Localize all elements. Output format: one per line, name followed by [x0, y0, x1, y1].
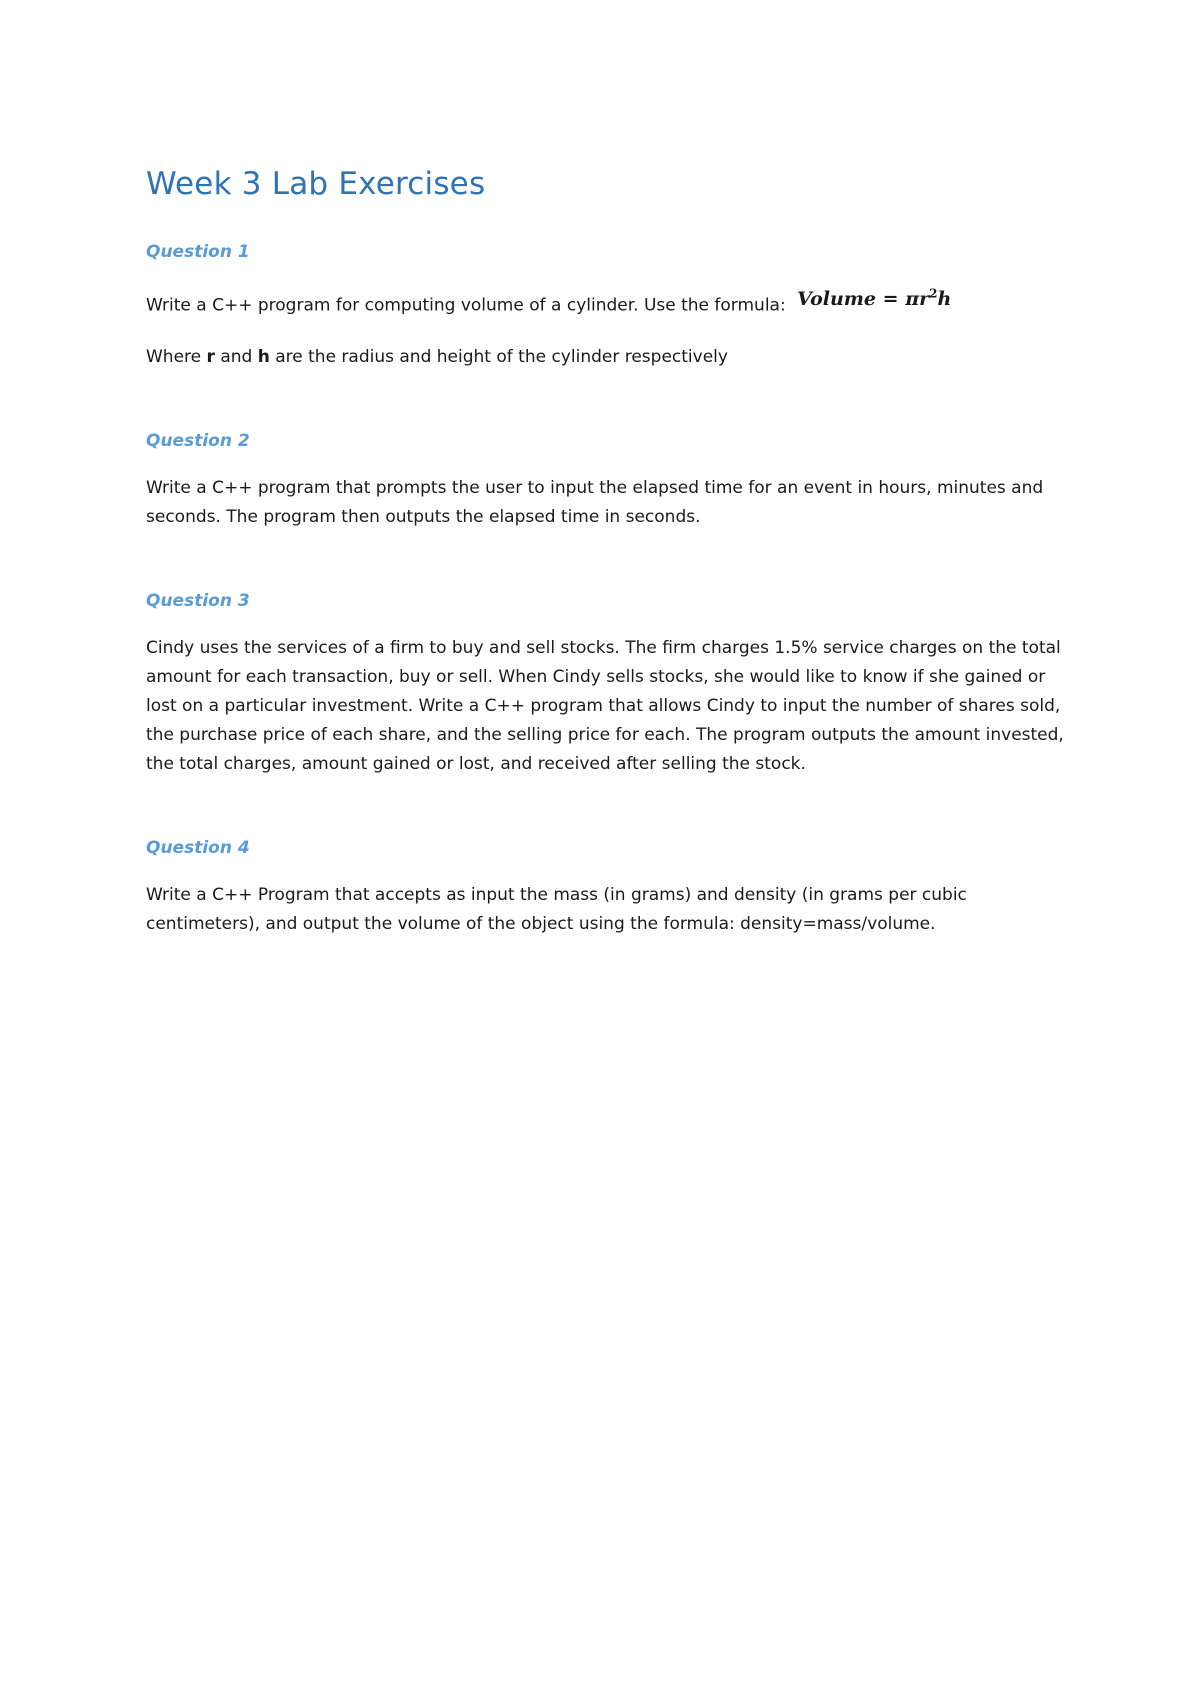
question-4-text: Write a C++ Program that accepts as input the mass (in grams) and density (in grams per cubic centimeters), and output the volume of the object using the formula: density=mass/volume. [146, 884, 967, 934]
question-1-section [146, 241, 1066, 371]
question-3-text: Cindy uses the services of a firm to buy and sell stocks. The firm charges 1.5% service charges on the total amount for each transaction, buy or sell. When Cindy sells stocks, she would like to know if she gained or lost on a particular investment. Write a C++ program that allows Cindy to input the number of shares sold, the purchase price of each share, and the selling price for each. The program outputs the amount invested, the total charges, amount gained or lost, and received after selling the stock. [146, 637, 1064, 774]
formula-exponent: 2 [929, 286, 938, 301]
formula-equals: = [882, 287, 899, 310]
formula-lhs: Volume [797, 287, 877, 310]
volume-formula [797, 288, 951, 310]
explanation-rest: are the radius and height of the cylinder respectively [275, 346, 728, 367]
question-1-text [146, 285, 1066, 320]
explanation-and: and [220, 346, 253, 367]
question-1-heading: Question 1 [146, 242, 250, 263]
question-1-explanation [146, 343, 1066, 372]
formula-rhs-tail: h [937, 287, 952, 310]
question-3-section [146, 590, 1066, 779]
document-content [146, 166, 1066, 939]
formula-rhs-base: πr [905, 287, 930, 310]
question-3-heading: Question 3 [146, 590, 250, 611]
question-2-text: Write a C++ program that prompts the user to input the elapsed time for an event in hours, minutes and seconds. The program then outputs the elapsed time in seconds. [146, 477, 1044, 527]
question-2-heading: Question 2 [146, 430, 250, 451]
question-2-section [146, 430, 1066, 532]
question-4-heading: Question 4 [146, 837, 250, 858]
explanation-var-r: r [206, 346, 215, 367]
question-1-intro: Write a C++ program for computing volume of a cylinder. Use the formula: [146, 295, 786, 316]
question-4-section [146, 837, 1066, 939]
explanation-var-h: h [257, 346, 270, 367]
document-title: Week 3 Lab Exercises [146, 166, 486, 202]
explanation-prefix: Where [146, 346, 202, 367]
